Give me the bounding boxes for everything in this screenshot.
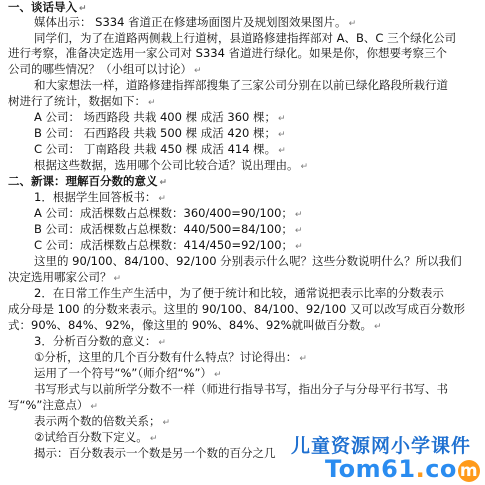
text-line: 3．分析百分数的意义： ↵ [34, 334, 166, 348]
paragraph-mark: ↵ [299, 354, 307, 364]
text-line: 表示两个数的倍数关系； ↵ [34, 414, 171, 428]
text-line: 式：90%、84%、92%，像这里的 90%、84%、92%就叫做百分数。 ↵ [8, 318, 382, 332]
text-line: 这里的 90/100、84/100、92/100 分别表示什么呢？这些分数说明什么？所以我们 [34, 254, 462, 268]
paragraph-mark: ↵ [300, 162, 309, 172]
text-line: 揭示：百分数表示一个数是另一个数的百分之几 [34, 446, 276, 460]
data-row: C 公司：成活棵数占总棵数：414/450=92/100； ↵ [34, 238, 303, 252]
paragraph-mark: ↵ [79, 4, 87, 14]
paragraph-mark: ↵ [278, 146, 286, 156]
paragraph-mark: ↵ [149, 434, 158, 444]
text-line: ①分析，这里的几个百分数有什么特点？讨论得出： ↵ [34, 350, 307, 364]
paragraph-mark: ↵ [278, 130, 286, 140]
paragraph-mark: ↵ [158, 338, 166, 348]
paragraph-mark: ↵ [278, 114, 286, 124]
data-row: A 公司： 场西路段 共栽 400 棵 成活 360 棵； ↵ [34, 110, 286, 124]
watermark-logo-text: Tom61 [325, 455, 416, 483]
data-row: C 公司： 丁南路段 共栽 450 棵 成活 414 棵。 ↵ [34, 142, 286, 156]
text-line: 写“%”注意点） ↵ [8, 398, 98, 412]
paragraph-mark: ↵ [213, 370, 222, 380]
text-line: 和大家想法一样，道路修建指挥部搜集了三家公司分别在以前已绿化路段所栽行道 [34, 78, 448, 92]
text-line: 进行考察，准备决定选用一家公司对 S334 省道进行绿化。如果是你，你想要考察三个 [8, 46, 448, 60]
paragraph-mark: ↵ [148, 98, 156, 108]
section-heading: 一、谈话导入 ↵ [8, 0, 87, 14]
paragraph-mark: ↵ [295, 242, 303, 252]
paragraph-mark: ↵ [162, 418, 171, 428]
watermark-logo-dot: . [415, 455, 426, 483]
data-row: B 公司： 石西路段 共栽 500 棵 成活 420 棵； ↵ [34, 126, 286, 140]
section-heading: 二、新课：理解百分数的意义 ↵ [8, 174, 168, 188]
text-line: 媒体出示： S334 省道正在修建场面图片及规划图效果图片。 ↵ [34, 15, 357, 29]
text-line: 根据这些数据，选用哪个公司比较合适？说出理由。 ↵ [34, 158, 309, 172]
data-row: B 公司：成活棵数占总棵数：440/500=84/100； ↵ [34, 222, 303, 236]
text-line: 书写形式与以前所学分数不一样（师进行指导书写，指出分子与分母平行书写、书 [34, 382, 448, 396]
paragraph-mark: ↵ [194, 66, 202, 76]
paragraph-mark: ↵ [348, 19, 357, 29]
text-line: 树进行了统计，数据如下： ↵ [8, 94, 156, 108]
paragraph-mark: ↵ [294, 226, 303, 236]
text-line: 1．根据学生回答板书： ↵ [34, 190, 166, 204]
paragraph-mark: ↵ [158, 194, 166, 204]
text-line: 成分母是 100 的分数来表示。这里的 90/100、84/100、92/100 又可以改写成百分数形 [8, 302, 465, 316]
site-watermark [271, 431, 481, 483]
text-line: 运用了一个符号“%”（师介绍“%”） ↵ [34, 366, 222, 380]
paragraph-mark: ↵ [159, 178, 168, 188]
text-line: 公司的哪些情况？（小组可以讨论） ↵ [8, 62, 202, 76]
text-line: 同学们，为了在道路两侧栽上行道树，县道路修建指挥部对 A、B、C 三个绿化公司 [34, 31, 457, 45]
text-line: 决定选用哪家公司？ ↵ [8, 270, 122, 284]
paragraph-mark: ↵ [294, 210, 303, 220]
text-line: 2．在日常工作生产生活中，为了便于统计和比较，通常说把表示比率的分数表示 [34, 286, 444, 300]
watermark-logo-text-2: co [425, 455, 457, 483]
paragraph-mark: ↵ [113, 274, 122, 284]
paragraph-mark: ↵ [374, 322, 382, 332]
watermark-logo-circle: m [459, 461, 479, 481]
text-line: ②试给百分数下定义。 ↵ [34, 430, 158, 444]
watermark-title: 儿童资源网小学课件 [290, 435, 471, 457]
paragraph-mark: ↵ [90, 402, 98, 412]
watermark-logo [325, 455, 481, 483]
data-row: A 公司：成活棵数占总棵数：360/400=90/100； ↵ [34, 206, 303, 220]
